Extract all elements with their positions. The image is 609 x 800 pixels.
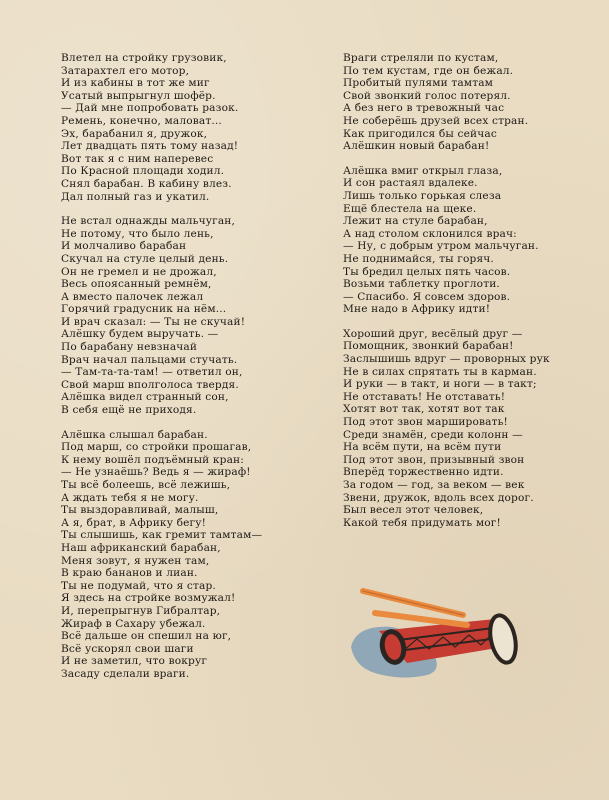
stanza — [343, 328, 588, 530]
poem-line: Всё ускорял свои шаги — [61, 642, 194, 655]
poem-line: Ремень, конечно, маловат... — [61, 114, 222, 127]
poem-line: А ждать тебя я не могу. — [61, 491, 199, 504]
poem-line: Под марш, со стройки прошагав, — [61, 441, 252, 454]
poem-line: — Ну, с добрым утром мальчуган. — [343, 240, 539, 253]
poem-line: Вот так я с ним наперевес — [61, 152, 214, 165]
stanza — [61, 215, 311, 417]
stanza — [61, 52, 311, 203]
poem-line: Всё дальше он спешил на юг, — [61, 630, 232, 643]
poem-line: Мне надо в Африку идти! — [343, 303, 491, 316]
poem-line: Возьми таблетку проглоти. — [343, 278, 500, 291]
poem-line: И сон растаял вдалеке. — [343, 177, 478, 190]
poem-line: Дал полный газ и укатил. — [61, 190, 210, 203]
poem-line: Хотят вот так, хотят вот так — [343, 403, 505, 416]
poem-line: А над столом склонился врач: — [343, 227, 517, 240]
poem-line: Звени, дружок, вдоль всех дорог. — [343, 491, 534, 504]
poem-line: Весь опоясанный ремнём, — [61, 278, 212, 291]
stanza — [61, 429, 311, 681]
poem-line: Алёшкин новый барабан! — [343, 140, 490, 153]
poem-line: Враги стреляли по кустам, — [343, 52, 499, 64]
poem-line: И из кабины в тот же миг — [61, 77, 210, 90]
left-text-column — [61, 52, 311, 693]
poem-line: Не в силах спрятать ты в карман. — [343, 365, 537, 378]
poem-line: Не потому, что было лень, — [61, 227, 214, 240]
poem-line: Он не гремел и не дрожал, — [61, 265, 217, 278]
poem-line: Скучал на стуле целый день. — [61, 252, 229, 265]
poem-line: — Не узнаёшь? Ведь я — жираф! — [61, 466, 251, 479]
poem-line: Ещё блестела на щеке. — [343, 202, 477, 215]
poem-line: Свой марш вполголоса твердя. — [61, 378, 239, 391]
poem-line: А я, брат, в Африку бегу! — [61, 516, 207, 529]
poem-line: Заслышишь вдруг — проворных рук — [343, 353, 550, 366]
poem-line: Ты выздоравливай, малыш, — [61, 504, 219, 517]
poem-line: Под этот звон, призывный звон — [343, 453, 525, 466]
poem-line: Среди знамён, среди колонн — — [343, 428, 523, 441]
poem-line: Пробитый пулями тамтам — [343, 77, 494, 90]
poem-line: Алёшка видел странный сон, — [61, 391, 229, 404]
poem-line: По барабану невзначай — [61, 341, 198, 354]
poem-line: Меня зовут, я нужен там, — [61, 554, 210, 567]
poem-line: По Красной площади ходил. — [61, 165, 225, 178]
poem-line: За годом — год, за веком — век — [343, 479, 525, 491]
poem-line: Лежит на стуле барабан, — [343, 215, 488, 228]
poem-line: К нему вошёл подъёмный кран: — [61, 453, 244, 466]
poem-line: По тем кустам, где он бежал. — [343, 64, 514, 77]
poem-line: Усатый выпрыгнул шофёр. — [61, 89, 216, 102]
poem-line: Лет двадцать пять тому назад! — [61, 140, 239, 153]
poem-line: Не встал однажды мальчуган, — [61, 215, 236, 228]
poem-line: Засаду сделали враги. — [61, 667, 190, 680]
poem-line: Ты всё болеешь, всё лежишь, — [61, 479, 231, 491]
poem-line: Я здесь на стройке возмужал! — [61, 592, 236, 605]
poem-line: Ты не подумай, что я стар. — [61, 579, 216, 592]
poem-line: Эх, барабанил я, дружок, — [61, 127, 208, 140]
poem-line: А вместо палочек лежал — [61, 290, 204, 303]
poem-line: И молчаливо барабан — [61, 240, 187, 253]
poem-line: Был весел этот человек, — [343, 504, 484, 517]
poem-line: Наш африканский барабан, — [61, 541, 221, 554]
poem-line: — Дай мне попробовать разок. — [61, 102, 239, 115]
poem-line: На всём пути, на всём пути — [343, 441, 502, 454]
poem-line: В краю бананов и лиан. — [61, 567, 198, 580]
poem-line: Помощник, звонкий барабан! — [343, 340, 514, 353]
poem-line: И руки — в такт, и ноги — в такт; — [343, 378, 537, 391]
poem-line: — Спасибо. Я совсем здоров. — [343, 290, 511, 303]
poem-line: Не поднимайся, ты горяч. — [343, 252, 494, 265]
poem-line: И не заметил, что вокруг — [61, 655, 208, 668]
poem-line: Алёшка вмиг открыл глаза, — [343, 164, 503, 177]
drum-icon — [345, 585, 525, 685]
poem-line: Лишь только горькая слеза — [343, 189, 502, 202]
poem-line: Снял барабан. В кабину влез. — [61, 177, 232, 190]
stanza — [343, 52, 588, 153]
poem-line: — Там-та-та-там! — ответил он, — [61, 366, 243, 379]
poem-line: Не отставать! Не отставать! — [343, 390, 506, 403]
poem-line: Ты слышишь, как гремит тамтам— — [61, 529, 263, 542]
poem-line: Алёшку будем выручать. — — [61, 328, 219, 341]
poem-line: Свой звонкий голос потерял. — [343, 89, 511, 102]
poem-line: Под этот звон маршировать! — [343, 416, 508, 429]
stanza — [343, 165, 588, 316]
poem-line: В себя ещё не приходя. — [61, 404, 197, 417]
poem-line: Жираф в Сахару убежал. — [61, 617, 206, 630]
poem-line: А без него в тревожный час — [343, 102, 505, 115]
poem-line: Влетел на стройку грузовик, — [61, 52, 227, 64]
poem-line: Затарахтел его мотор, — [61, 64, 190, 77]
poem-line: Хороший друг, весёлый друг — — [343, 327, 523, 340]
poem-line: Горячий градусник на нём... — [61, 303, 227, 316]
poem-line: Вперёд торжественно идти. — [343, 466, 504, 479]
poem-line: Алёшка слышал барабан. — [61, 428, 208, 441]
poem-line: Не соберёшь друзей всех стран. — [343, 114, 529, 127]
right-text-column — [343, 52, 588, 541]
poem-line: Какой тебя придумать мог! — [343, 516, 501, 529]
poem-line: Врач начал пальцами стучать. — [61, 353, 238, 366]
poem-line: И, перепрыгнув Гибралтар, — [61, 604, 221, 617]
poem-line: Как пригодился бы сейчас — [343, 127, 497, 140]
poem-line: И врач сказал: — Ты не скучай! — [61, 315, 246, 328]
poem-line: Ты бредил целых пять часов. — [343, 265, 511, 278]
